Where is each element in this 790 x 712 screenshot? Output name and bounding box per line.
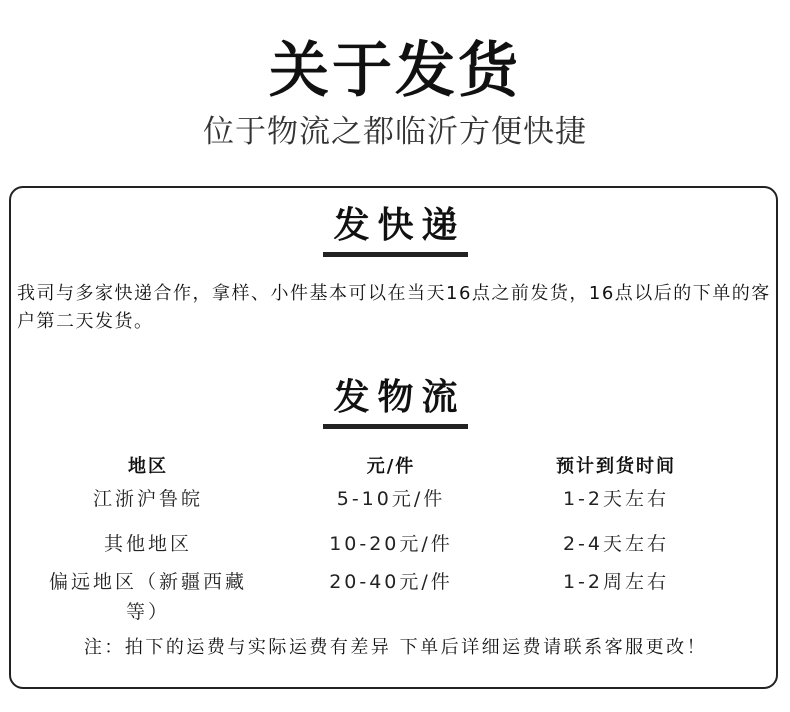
express-section-title <box>11 202 780 257</box>
header-delivery-time: 预计到货时间 <box>556 456 676 477</box>
shipping-info-panel <box>9 186 778 689</box>
logistics-section-title <box>11 374 780 429</box>
table-row <box>11 567 780 623</box>
logistics-title-text: 发物流 <box>323 374 467 429</box>
delivery-time-cell: 1-2周左右 <box>562 571 670 593</box>
page-subtitle: 位于物流之都临沂方便快捷 <box>203 114 587 150</box>
logistics-table-header <box>11 452 780 482</box>
header-region: 地区 <box>128 456 168 477</box>
express-title-text: 发快递 <box>323 202 467 257</box>
price-cell: 20-40元/件 <box>329 571 453 593</box>
delivery-time-cell: 2-4天左右 <box>562 533 670 555</box>
region-cell: 其他地区 <box>103 533 192 555</box>
region-cell: 偏远地区（新疆西藏等） <box>48 571 247 623</box>
shipping-note: 注：拍下的运费与实际运费有差异 下单后详细运费请联系客服更改！ <box>83 637 708 658</box>
table-row <box>11 529 780 559</box>
price-cell: 5-10元/件 <box>336 488 446 510</box>
table-row <box>11 484 780 514</box>
page-title: 关于发货 <box>269 36 521 106</box>
express-description: 我司与多家快递合作，拿样、小件基本可以在当天16点之前发货，16点以后的下单的客户第二天发货。 <box>17 283 771 332</box>
header-price: 元/件 <box>366 456 416 477</box>
region-cell: 江浙沪鲁皖 <box>92 488 203 510</box>
price-cell: 10-20元/件 <box>329 533 453 555</box>
delivery-time-cell: 1-2天左右 <box>562 488 670 510</box>
